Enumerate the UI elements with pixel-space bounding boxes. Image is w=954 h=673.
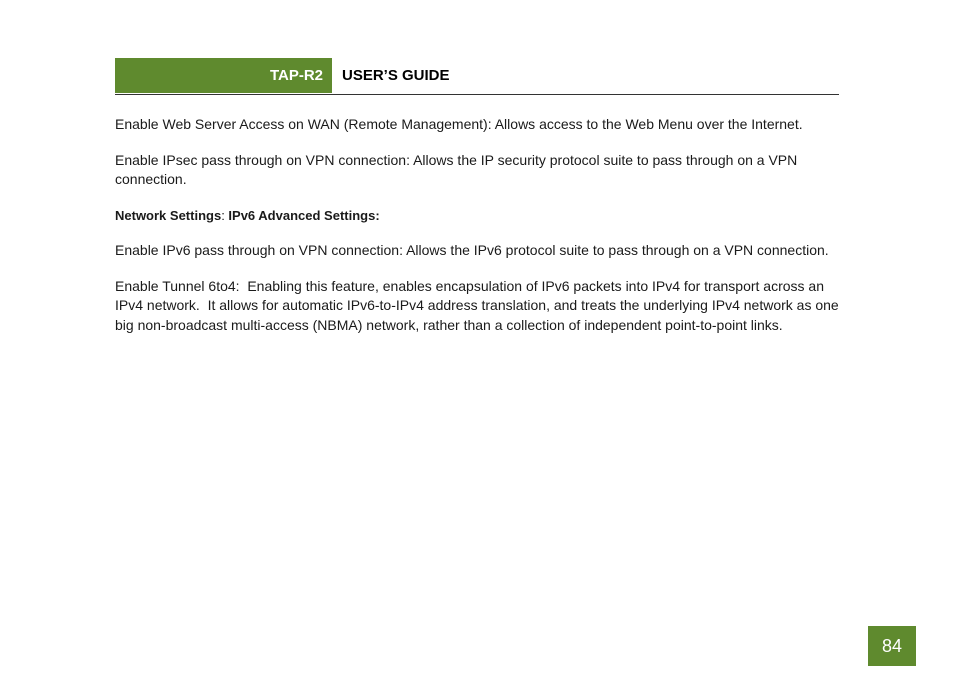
product-label: TAP-R2 (115, 58, 332, 93)
section-heading-part2: IPv6 Advanced Settings: (228, 207, 380, 223)
paragraph-ipv6-pass: Enable IPv6 pass through on VPN connection: Allows the IPv6 protocol suite to pass through on a VPN connection. (115, 242, 829, 258)
section-heading-separator: : (221, 207, 229, 223)
paragraph-ipsec: Enable IPsec pass through on VPN connection: Allows the IP security protocol suite to pass through on a VPN connection. (115, 151, 798, 187)
page-number: 84 (868, 626, 916, 666)
paragraph-tunnel: Enable Tunnel 6to4: Enabling this feature, enables encapsulation of IPv6 packets into IPv4 for transport across an IPv4 network. It allows for automatic IPv6-to-IPv4 address translation, and treats the underlying IPv4 network as one big non-broadcast multi-access (NBMA) network, rather than a collection of independent point-to-point links. (115, 277, 843, 333)
section-heading-part1: Network Settings (115, 207, 222, 223)
page-header (115, 58, 839, 95)
guide-title: USER’S GUIDE (342, 67, 450, 84)
paragraph-web-access: Enable Web Server Access on WAN (Remote Management): Allows access to the Web Menu over the Internet. (115, 116, 803, 132)
page-content (115, 115, 843, 351)
section-heading (115, 206, 839, 226)
